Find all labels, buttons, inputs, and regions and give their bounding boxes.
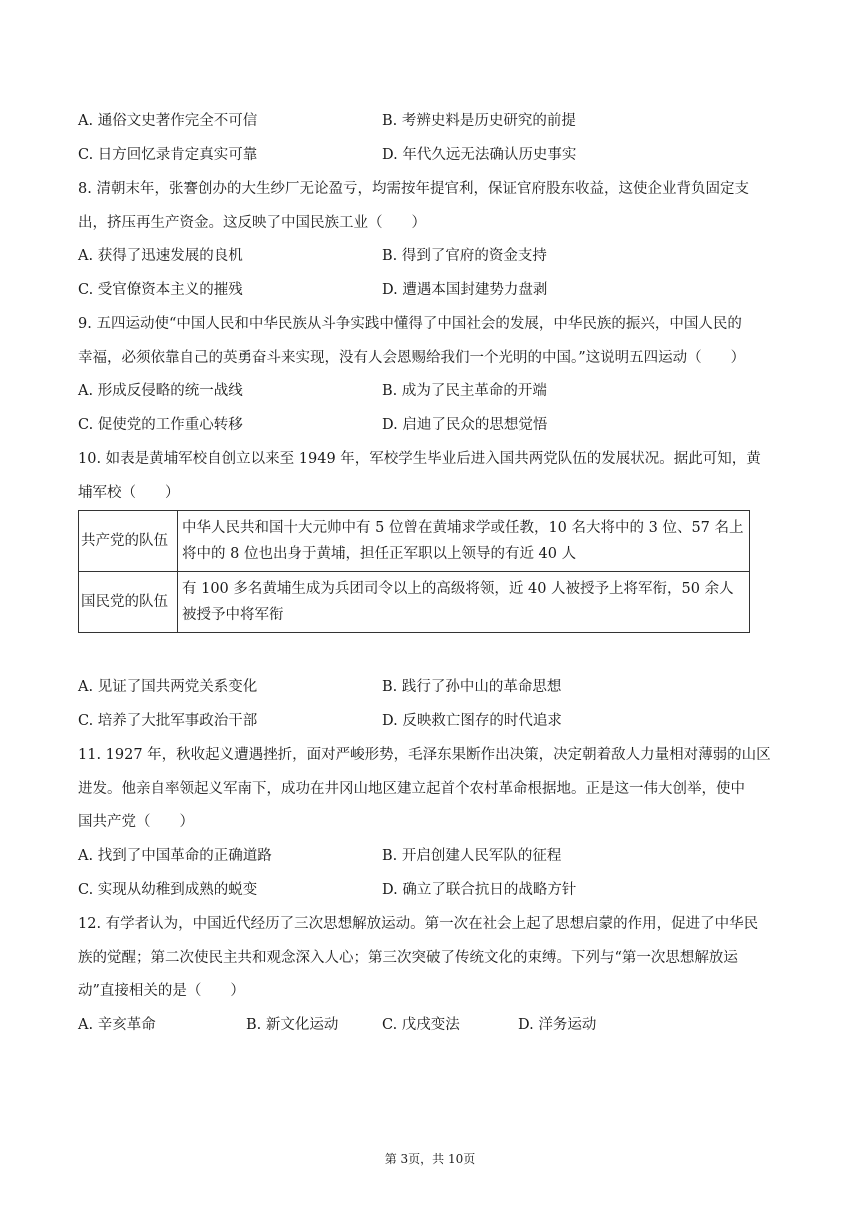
q11-stem-line-1: 11. 1927 年，秋收起义遭遇挫折，面对严峻形势，毛泽东果断作出决策，决定朝着敌人力量相对薄弱的山区 xyxy=(78,747,771,763)
q7-option-a: A. 通俗文史著作完全不可信 xyxy=(78,113,258,129)
q9-option-b: B. 成为了民主革命的开端 xyxy=(382,383,547,399)
q12-stem-line-1: 12. 有学者认为，中国近代经历了三次思想解放运动。第一次在社会上起了思想启蒙的作用，促进了中华民 xyxy=(78,916,759,932)
q11-option-b: B. 开启创建人民军队的征程 xyxy=(382,848,562,864)
q12-option-a: A. 辛亥革命 xyxy=(78,1017,156,1033)
q12-option-c: C. 戊戌变法 xyxy=(382,1017,460,1033)
q9-stem-line-1: 9. 五四运动使“中国人民和中华民族从斗争实践中懂得了中国社会的发展，中华民族的振兴，中国人民的 xyxy=(78,316,742,332)
q11-option-c: C. 实现从幼稚到成熟的蜕变 xyxy=(78,882,258,898)
q11-option-d: D. 确立了联合抗日的战略方针 xyxy=(382,882,577,898)
table-row xyxy=(79,511,750,572)
table-row xyxy=(79,572,750,633)
table-row-text: 中华人民共和国十大元帅中有 5 位曾在黄埔求学或任教，10 名大将中的 3 位、57 名上将中的 8 位也出身于黄埔，担任正军职以上领导的有近 40 人 xyxy=(178,511,750,572)
q12-stem-line-3: 动”直接相关的是（ ） xyxy=(78,983,245,999)
page-number-footer: 第 3页，共 10页 xyxy=(384,1152,476,1166)
q10-option-b: B. 践行了孙中山的革命思想 xyxy=(382,679,562,695)
q9-option-a: A. 形成反侵略的统一战线 xyxy=(78,383,243,399)
q9-stem-line-2: 幸福，必须依靠自己的英勇奋斗来实现，没有人会恩赐给我们一个光明的中国。”这说明五四运动（ ） xyxy=(78,350,746,366)
table-row-label: 共产党的队伍 xyxy=(79,511,178,572)
q10-stem-line-2: 埔军校（ ） xyxy=(78,485,180,501)
q8-option-c: C. 受官僚资本主义的摧残 xyxy=(78,282,243,298)
q9-option-d: D. 启迪了民众的思想觉悟 xyxy=(382,417,548,433)
q7-option-b: B. 考辨史料是历史研究的前提 xyxy=(382,113,576,129)
q10-option-d: D. 反映救亡图存的时代追求 xyxy=(382,713,562,729)
q8-option-b: B. 得到了官府的资金支持 xyxy=(382,248,547,264)
q8-option-a: A. 获得了迅速发展的良机 xyxy=(78,248,243,264)
q8-stem-line-2: 出，挤压再生产资金。这反映了中国民族工业（ ） xyxy=(78,215,426,231)
q7-option-c: C. 日方回忆录肯定真实可靠 xyxy=(78,147,258,163)
q10-option-a: A. 见证了国共两党关系变化 xyxy=(78,679,258,695)
q8-option-d: D. 遭遇本国封建势力盘剥 xyxy=(382,282,548,298)
table-row-label: 国民党的队伍 xyxy=(79,572,178,633)
q11-option-a: A. 找到了中国革命的正确道路 xyxy=(78,848,272,864)
q10-stem-line-1: 10. 如表是黄埔军校自创立以来至 1949 年，军校学生毕业后进入国共两党队伍的发展状况。据此可知，黄 xyxy=(78,451,761,467)
q12-option-d: D. 洋务运动 xyxy=(518,1017,597,1033)
q11-stem-line-3: 国共产党（ ） xyxy=(78,814,194,830)
q12-stem-line-2: 族的觉醒；第二次使民主共和观念深入人心；第三次突破了传统文化的束缚。下列与“第一次思想解放运 xyxy=(78,950,738,966)
q7-option-d: D. 年代久远无法确认历史事实 xyxy=(382,147,577,163)
q11-stem-line-2: 进发。他亲自率领起义军南下，成功在井冈山地区建立起首个农村革命根据地。正是这一伟大创举，使中 xyxy=(78,781,745,797)
table-row-text: 有 100 多名黄埔生成为兵团司令以上的高级将领，近 40 人被授予上将军衔，50 余人被授予中将军衔 xyxy=(178,572,750,633)
q10-option-c: C. 培养了大批军事政治干部 xyxy=(78,713,258,729)
q10-table xyxy=(78,510,750,633)
q12-option-b: B. 新文化运动 xyxy=(246,1017,339,1033)
q8-stem-line-1: 8. 清朝末年，张謇创办的大生纱厂无论盈亏，均需按年提官利，保证官府股东收益，这使企业背负固定支 xyxy=(78,181,749,197)
q9-option-c: C. 促使党的工作重心转移 xyxy=(78,417,243,433)
